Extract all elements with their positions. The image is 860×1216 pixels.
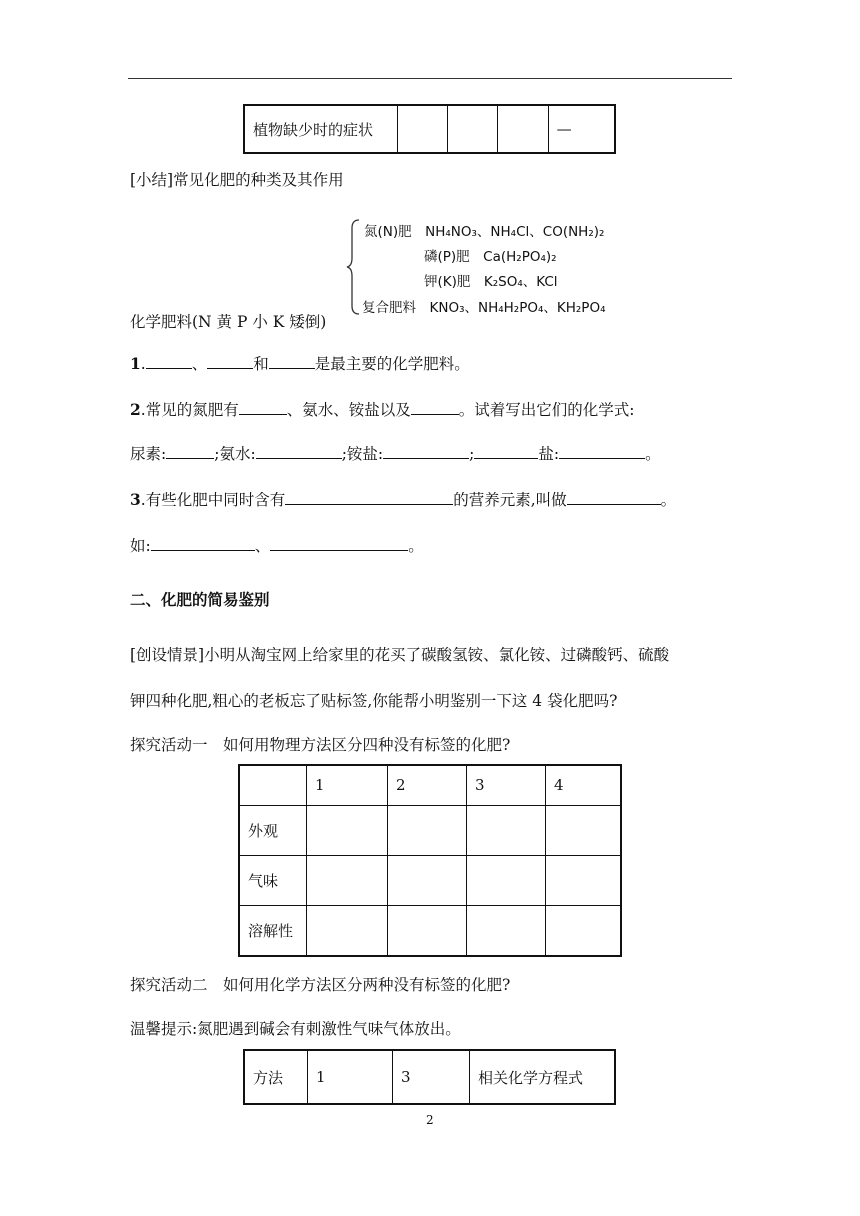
- text: 是最主要的化学肥料。: [314, 355, 470, 373]
- top-table-row-label: 植物缺少时的症状: [244, 105, 397, 153]
- question-2-formulas: [130, 442, 661, 464]
- table-header-cell: 3: [467, 765, 546, 805]
- top-table-cell: [498, 105, 548, 153]
- text: ;: [469, 445, 475, 463]
- question-2: [130, 398, 634, 420]
- chemical-method-table: [243, 1049, 616, 1105]
- table-cell[interactable]: [546, 906, 622, 956]
- table-header-cell: 方法: [244, 1050, 308, 1104]
- table-cell[interactable]: [467, 855, 546, 905]
- table-cell[interactable]: [467, 906, 546, 956]
- top-table-cell: [447, 105, 497, 153]
- activity-2: 探究活动二 如何用化学方法区分两种没有标签的化肥?: [130, 976, 511, 994]
- table-header-cell: 1: [307, 765, 388, 805]
- phosphorus-fertilizer-line: 磷(P)肥 Ca(H₂PO₄)₂: [424, 249, 557, 265]
- answer-blank[interactable]: [151, 534, 255, 551]
- table-cell[interactable]: [307, 906, 388, 956]
- text: 。试着写出它们的化学式:: [458, 401, 635, 419]
- physical-method-table: [238, 764, 622, 957]
- text: .有些化肥中同时含有: [140, 491, 286, 509]
- table-header-cell: 3: [393, 1050, 470, 1104]
- question-number: 3: [130, 490, 141, 509]
- text: 的营养元素,叫做: [453, 491, 567, 509]
- table-cell[interactable]: [307, 805, 388, 855]
- scenario-line-1: [创设情景]小明从淘宝网上给家里的花买了碳酸氢铵、氯化铵、过磷酸钙、硫酸: [130, 646, 670, 664]
- table-cell[interactable]: [546, 855, 622, 905]
- answer-blank[interactable]: [256, 442, 342, 459]
- text: 。: [408, 537, 424, 555]
- text: ;氨水:: [214, 445, 256, 463]
- table-cell[interactable]: [388, 906, 467, 956]
- text: ;铵盐:: [341, 445, 384, 463]
- text: 。: [645, 445, 661, 463]
- tip: 温馨提示:氮肥遇到碱会有刺激性气味气体放出。: [130, 1020, 461, 1038]
- text: .: [140, 355, 146, 373]
- top-table-cell: [397, 105, 447, 153]
- text: 如:: [130, 537, 151, 555]
- top-table-dash-cell: —: [548, 105, 615, 153]
- summary-title: [小结]常见化肥的种类及其作用: [130, 171, 344, 189]
- table-cell[interactable]: [546, 805, 622, 855]
- table-row-label: 溶解性: [239, 906, 307, 956]
- brace-icon: [346, 218, 362, 316]
- answer-blank[interactable]: [270, 534, 408, 551]
- page-number: 2: [426, 1113, 434, 1127]
- answer-blank[interactable]: [166, 442, 214, 459]
- answer-blank[interactable]: [411, 398, 459, 415]
- table-header-cell: 相关化学方程式: [470, 1050, 616, 1104]
- nitrogen-fertilizer-line: 氮(N)肥 NH₄NO₃、NH₄Cl、CO(NH₂)₂: [364, 224, 605, 240]
- answer-blank[interactable]: [383, 442, 469, 459]
- chem-fertilizer-label: 化学肥料(N 黄 P 小 K 矮倒): [130, 313, 327, 331]
- header-rule: [128, 78, 732, 79]
- question-number: 1: [130, 354, 141, 373]
- table-cell[interactable]: [467, 805, 546, 855]
- answer-blank[interactable]: [207, 352, 253, 369]
- text: 、: [191, 355, 208, 373]
- text: .常见的氮肥有: [140, 401, 239, 419]
- question-number: 2: [130, 400, 141, 419]
- text: 尿素:: [130, 445, 167, 463]
- table-row-label: 外观: [239, 805, 307, 855]
- answer-blank[interactable]: [285, 488, 453, 505]
- scenario-line-2: 钾四种化肥,粗心的老板忘了贴标签,你能帮小明鉴别一下这 4 袋化肥吗?: [130, 692, 618, 710]
- answer-blank[interactable]: [239, 398, 287, 415]
- table-cell[interactable]: [388, 855, 467, 905]
- table-header-cell: 1: [308, 1050, 393, 1104]
- question-1: [130, 352, 470, 374]
- activity-1: 探究活动一 如何用物理方法区分四种没有标签的化肥?: [130, 736, 511, 754]
- text: 盐:: [538, 445, 560, 463]
- table-header-cell: [239, 765, 307, 805]
- table-header-cell: 2: [388, 765, 467, 805]
- question-3-examples: [130, 534, 424, 556]
- table-header-cell: 4: [546, 765, 622, 805]
- table-cell[interactable]: [307, 855, 388, 905]
- answer-blank[interactable]: [474, 442, 538, 459]
- table-cell[interactable]: [388, 805, 467, 855]
- answer-blank[interactable]: [269, 352, 315, 369]
- table-row-label: 气味: [239, 855, 307, 905]
- answer-blank[interactable]: [146, 352, 192, 369]
- question-3: [130, 488, 676, 510]
- answer-blank[interactable]: [559, 442, 645, 459]
- text: 和: [253, 355, 269, 373]
- text: 、: [254, 537, 271, 555]
- potassium-fertilizer-line: 钾(K)肥 K₂SO₄、KCl: [424, 274, 558, 290]
- compound-fertilizer-line: 复合肥料 KNO₃、NH₄H₂PO₄、KH₂PO₄: [362, 300, 606, 316]
- section-2-title: 二、化肥的简易鉴别: [130, 591, 270, 609]
- text: 。: [660, 491, 677, 509]
- answer-blank[interactable]: [567, 488, 661, 505]
- text: 、氨水、铵盐以及: [286, 401, 411, 419]
- top-table: [243, 104, 616, 154]
